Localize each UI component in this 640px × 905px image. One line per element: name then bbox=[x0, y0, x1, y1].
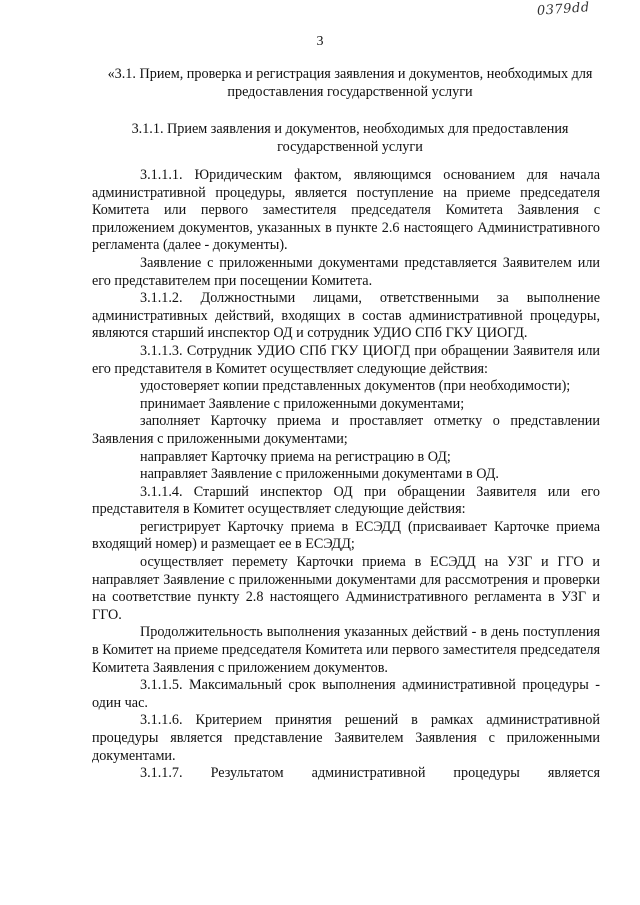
paragraph: 3.1.1.5. Максимальный срок выполнения административной процедуры - один час. bbox=[92, 677, 600, 711]
list-item: направляет Заявление с приложенными документами в ОД. bbox=[140, 466, 499, 483]
paragraph: 3.1.1.2. Должностными лицами, ответственными за выполнение административных действий, входящих в состав административной процедуры, являются старший инспектор ОД и сотрудник УДИО СПб ГКУ ЦИОГД. bbox=[92, 290, 600, 342]
list-item: принимает Заявление с приложенными документами; bbox=[140, 395, 465, 412]
paragraph: 3.1.1.1. Юридическим фактом, являющимся основанием для начала административной процедуры, является поступление на приеме председателя Комитета или первого заместителя председателя Комитета Заявления с приложением документов, указанных в пункте 2.6 настоящего Административного регламента (далее - документы). bbox=[92, 167, 600, 254]
paragraph: 3.1.1.3. Сотрудник УДИО СПб ГКУ ЦИОГД при обращении Заявителя или его представителя в Комитет осуществляет следующие действия: bbox=[92, 342, 600, 377]
list-item: регистрирует Карточку приема в ЕСЭДД (присваивает Карточке приема входящий номер) и размещает ее в ЕСЭДД; bbox=[92, 518, 600, 553]
paragraph: Продолжительность выполнения указанных действий - в день поступления в Комитет на приеме председателя Комитета или первого заместителя председателя Комитета Заявления с приложением документов. bbox=[92, 624, 600, 676]
section-heading-3-1: «3.1. Прием, проверка и регистрация заявления и документов, необходимых для предоставления государственной услуги bbox=[107, 66, 593, 100]
paragraph: Заявление с приложенными документами представляется Заявителем или его представителем при посещении Комитета. bbox=[92, 254, 600, 289]
list-item: направляет Карточку приема на регистрацию в ОД; bbox=[140, 448, 451, 465]
paragraph: 3.1.1.6. Критерием принятия решений в рамках административной процедуры является представление Заявителем Заявления с приложенными документами. bbox=[92, 712, 600, 764]
paragraph: 3.1.1.4. Старший инспектор ОД при обращении Заявителя или его представителя в Комитет осуществляет следующие действия: bbox=[92, 483, 600, 518]
subsection-heading-3-1-1: 3.1.1. Прием заявления и документов, необходимых для предоставления государственной услуги bbox=[131, 121, 569, 155]
paragraph: 3.1.1.7. Результатом административной процедуры является bbox=[140, 765, 600, 782]
handwritten-note: 0379dd bbox=[536, 0, 591, 19]
body-text bbox=[92, 167, 600, 783]
page-number: 3 bbox=[316, 34, 324, 49]
list-item: осуществляет перемету Карточки приема в ЕСЭДД на УЗГ и ГГО и направляет Заявление с приложенными документами для рассмотрения и проверки на соответствие пункту 2.8 настоящего Административного регламента в УЗГ и ГГО. bbox=[92, 554, 600, 623]
list-item: удостоверяет копии представленных документов (при необходимости); bbox=[140, 378, 571, 395]
list-item: заполняет Карточку приема и проставляет отметку о представлении Заявления с приложенными документами; bbox=[92, 413, 600, 447]
